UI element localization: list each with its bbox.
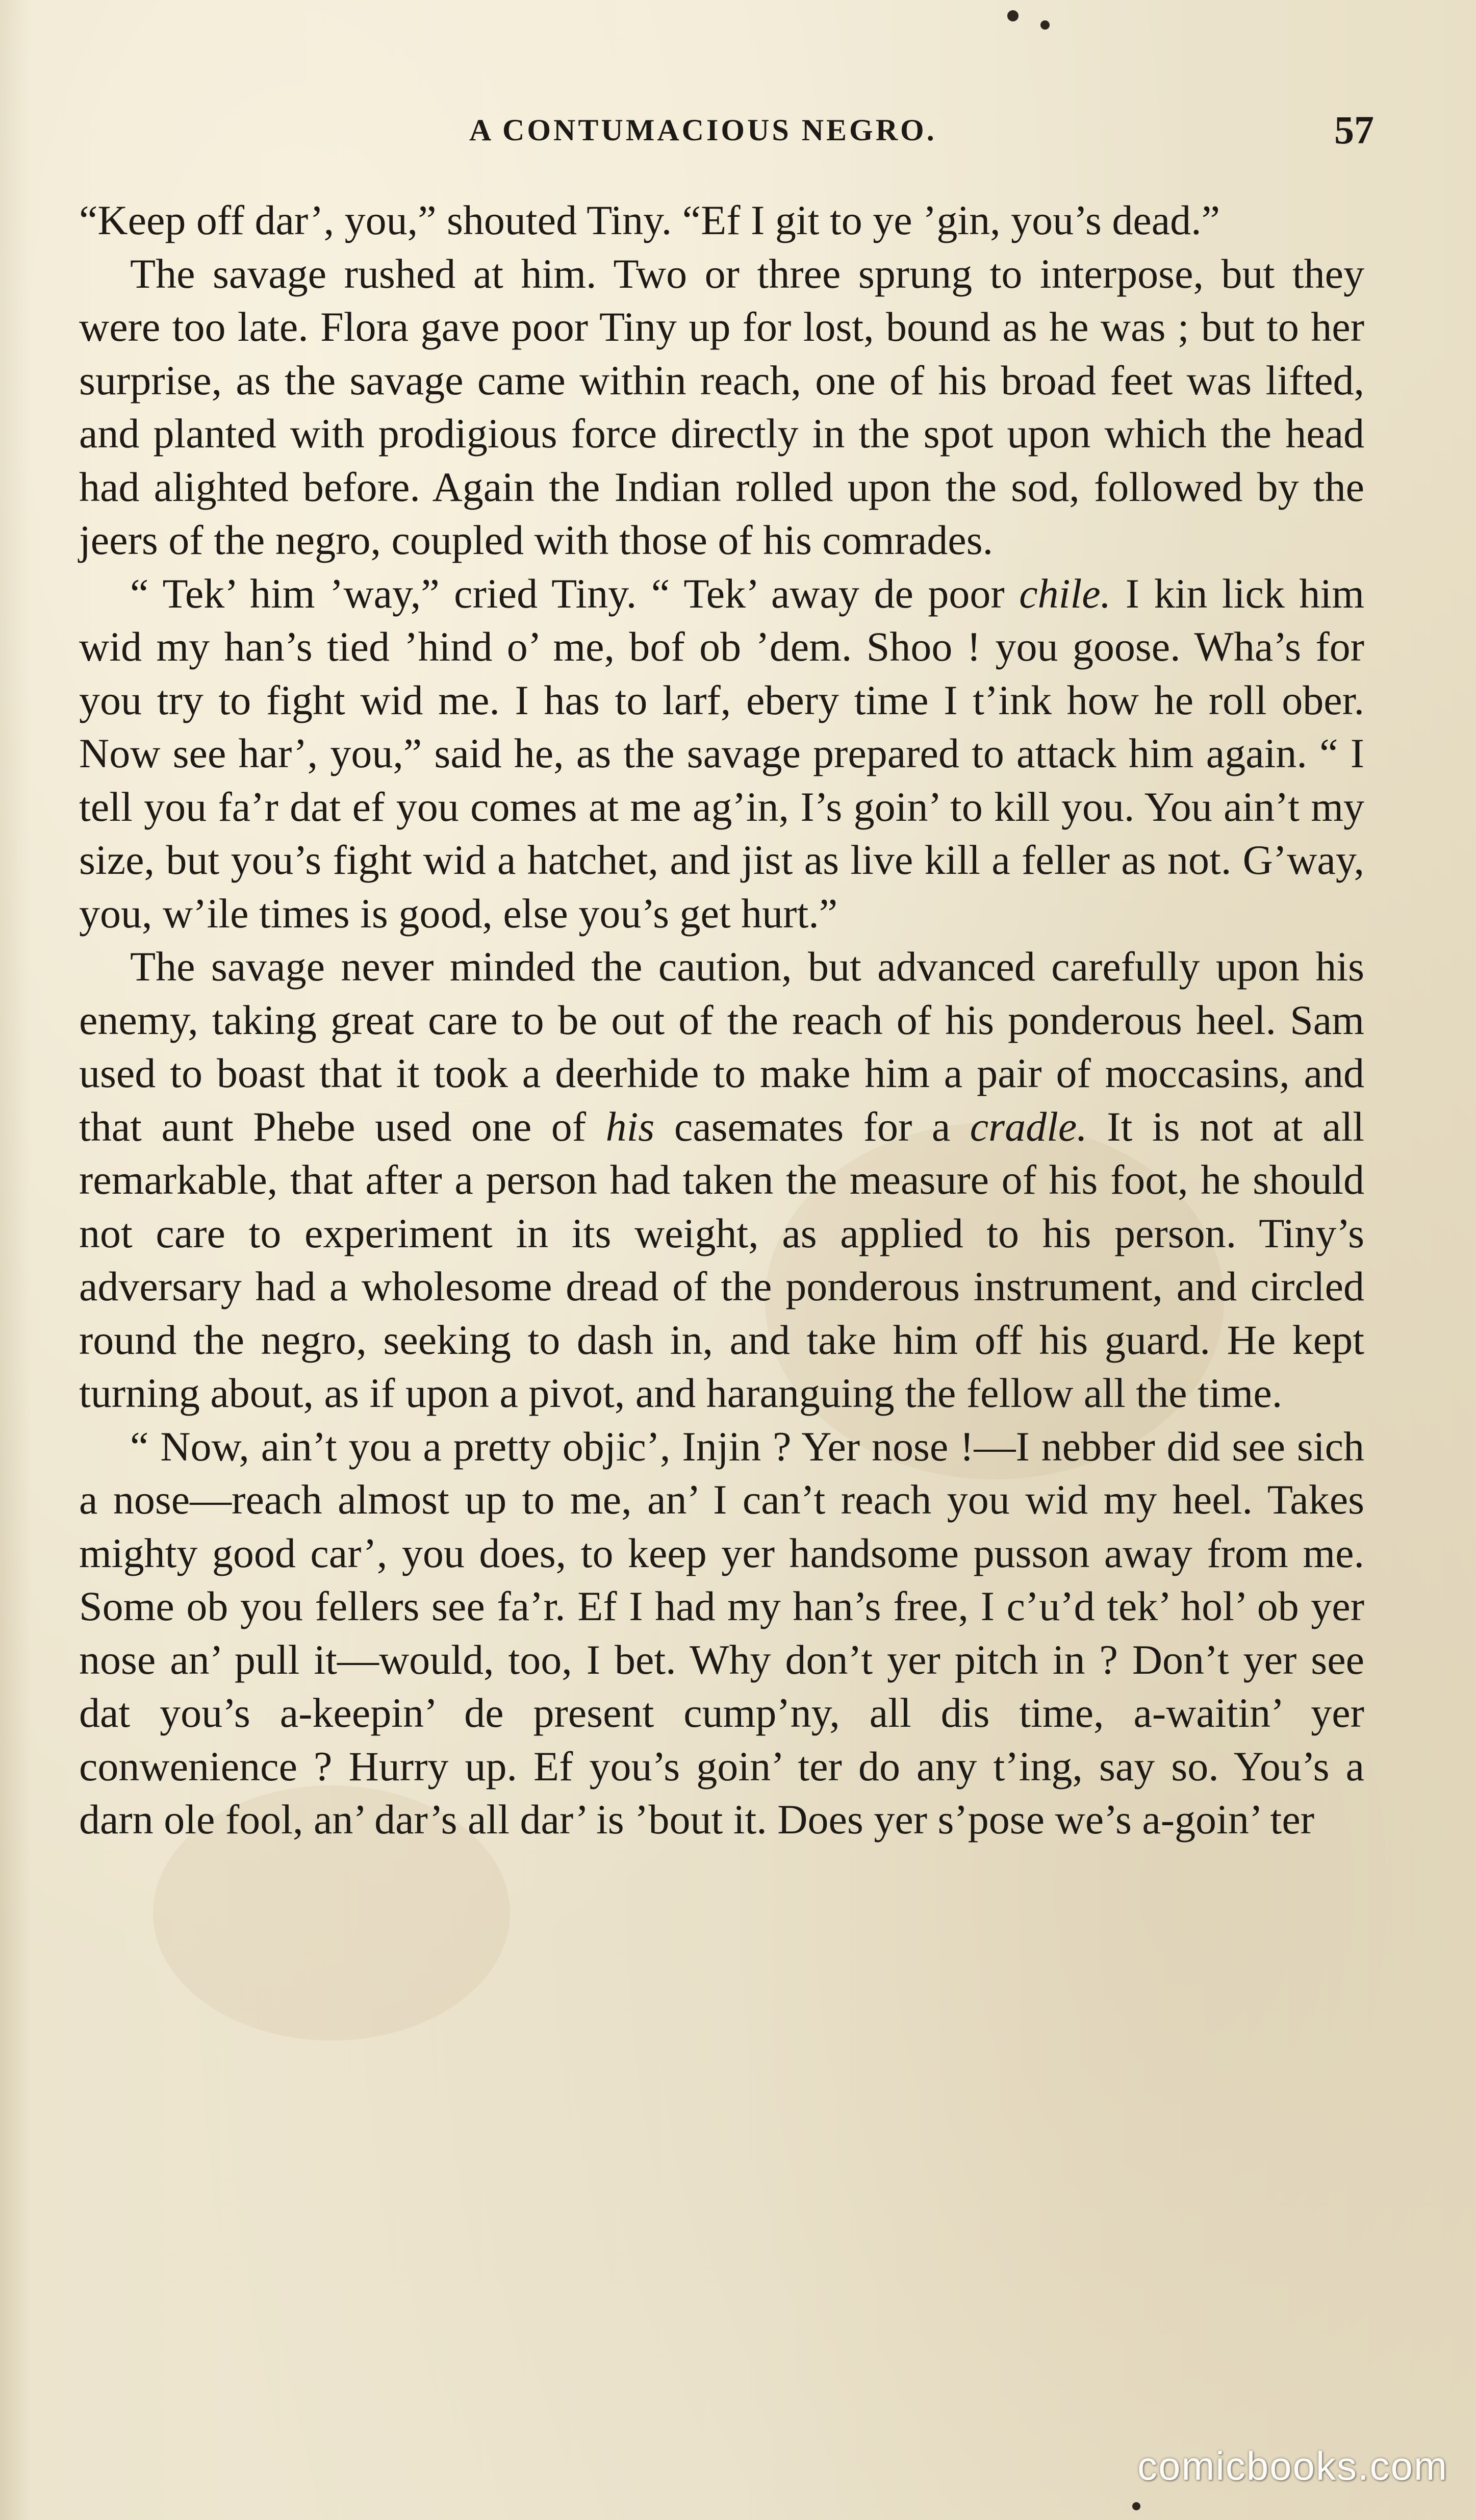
paragraph xyxy=(79,1420,1364,1847)
paragraph-text: It is not at all remarkable, that after a person had taken the measure of his foot, he should not care to experiment in its weight, as applied to his person. Tiny’s adversary had a wholesome dread of the ponderous instrument, and circled round the negro, seeking to dash in, and take him off his guard. He kept turning about, as if upon a pivot, and haranguing the fellow all the time. xyxy=(79,1103,1365,1416)
italic-text: cradle. xyxy=(970,1103,1087,1150)
running-head xyxy=(0,102,1476,158)
ink-speck xyxy=(1007,10,1019,21)
paragraph-text: casemates for a xyxy=(654,1103,970,1150)
paragraph xyxy=(79,247,1364,567)
paragraph-text: “Keep off dar’, you,” shouted Tiny. “Ef I git to ye ’gin, you’s dead.” xyxy=(79,197,1220,243)
ink-speck xyxy=(1040,20,1050,30)
paragraph-text: The savage never minded the caution, but advanced carefully upon his enemy, taking great care to be out of the reach of his ponderous heel. Sam used to boast that it took a deerhide to make him a pair of moccasins, and that aunt Phebe used one of xyxy=(79,943,1364,1150)
watermark: comicbooks.com xyxy=(1137,2443,1448,2488)
paragraph-text: “ Now, ain’t you a pretty objic’, Injin ? Yer nose !—I nebber did see sich a nose—reach almost up to me, an’ I can’t reach you wid my heel. Takes mighty good car’, you does, to keep yer handsome pusson away from me. Some ob you fellers see fa’r. Ef I had my han’s free, I c’u’d tek’ hol’ ob yer nose an’ pull it—would, too, I bet. Why don’t yer pitch in ? Don’t yer see dat you’s a-keepin’ de present cump’ny, all dis time, a-waitin’ yer conwenience ? Hurry up. Ef you’s goin’ ter do any t’ing, say so. You’s a darn ole fool, an’ dar’s all dar’ is ’bout it. Does yer s’pose we’s a-goin’ ter xyxy=(79,1423,1364,1843)
paragraph xyxy=(79,567,1364,941)
ink-speck xyxy=(1132,2502,1140,2510)
paragraph-text: The savage rushed at him. Two or three sprung to interpose, but they were too late. Flora gave poor Tiny up for lost, bound as he was ; but to her surprise, as the savage came within reach, one of his broad feet was lifted, and planted with prodigious force directly in the spot upon which the head had alighted before. Again the Indian rolled upon the sod, followed by the jeers of the negro, coupled with those of his comrades. xyxy=(79,250,1364,563)
italic-text: chile. xyxy=(1019,570,1111,617)
running-title: A CONTUMACIOUS NEGRO. xyxy=(469,113,937,147)
paragraph xyxy=(79,940,1364,1420)
paragraph-text: “ Tek’ him ’way,” cried Tiny. “ Tek’ away de poor xyxy=(130,570,1020,617)
body-text xyxy=(79,194,1364,1847)
italic-text: his xyxy=(605,1103,655,1150)
paragraph xyxy=(79,194,1364,247)
page-number: 57 xyxy=(1334,108,1374,152)
paragraph-text: I kin lick him wid my han’s tied ’hind o’ me, bof ob ’dem. Shoo ! you goose. Wha’s for you try to fight wid me. I has to larf, ebery time I t’ink how he roll ober. Now see har’, you,” said he, as the savage prepared to attack him again. “ I tell you fa’r dat ef you comes at me ag’in, I’s goin’ to kill you. You ain’t my size, but you’s fight wid a hatchet, and jist as live kill a feller as not. G’way, you, w’ile times is good, else you’s get hurt.” xyxy=(79,570,1364,937)
